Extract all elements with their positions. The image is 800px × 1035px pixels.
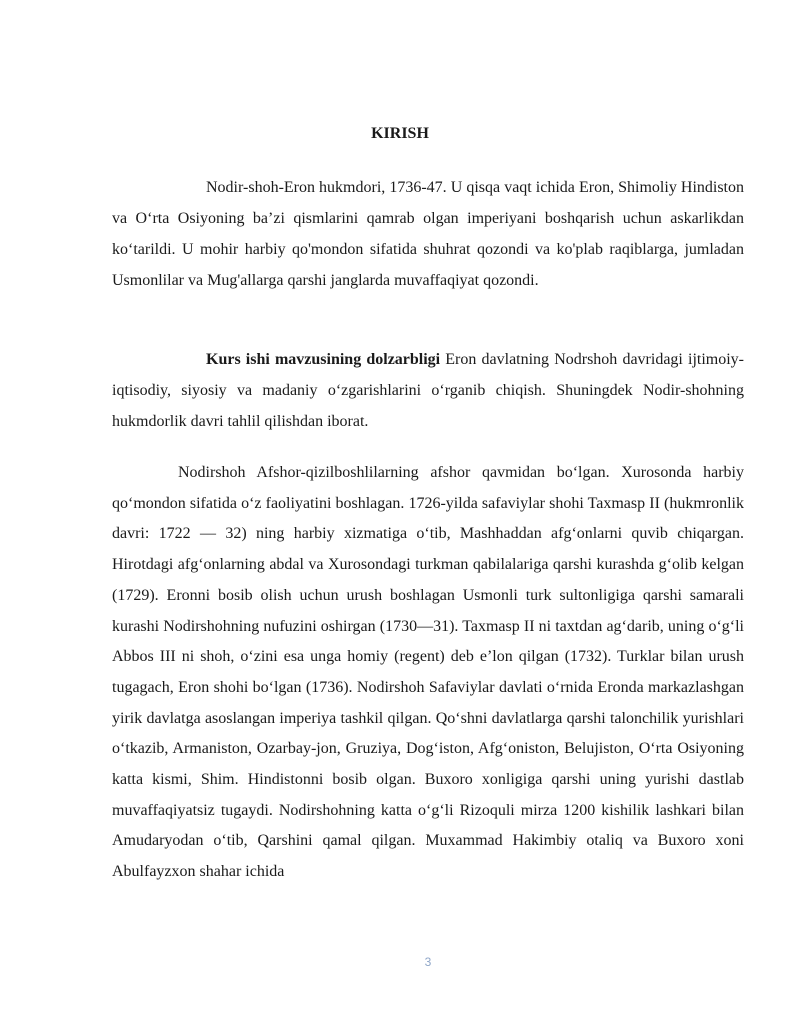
paragraph-history: Nodirshoh Afshor-qizilboshlilarning afshor qavmidan bo‘lgan. Xurosonda harbiy qo‘mondon sifatida o‘z faoliyatini boshlagan. 1726-yilda safaviylar shohi Taxmasp II (hukmronlik davri: 1722 — 32) ning harbiy xizmatiga o‘tib, Mashhaddan afg‘onlarni quvib chiqargan. Hirotdagi afg‘onlarning abdal va Xurosondagi turkman qabilalariga qarshi kurashda g‘olib kelgan (1729). Eronni bosib olish uchun urush boshlagan Usmonli turk sultonligiga qarshi samarali kurashi Nodirshohning nufuzini oshirgan (1730—31). Taxmasp II ni taxtdan ag‘darib, uning o‘g‘li Abbos III ni shoh, o‘zini esa unga homiy (regent) deb e’lon qilgan (1732). Turklar bilan urush tugagach, Eron shohi bo‘lgan (1736). Nodirshoh Safaviylar davlati o‘rnida Eronda markazlashgan yirik davlatga asoslangan imperiya tashkil qilgan. Qo‘shni davlatlarga qarshi talonchilik yurishlari o‘tkazib, Armaniston, Ozarbay-jon, Gruziya, Dog‘iston, Afg‘oniston, Belujiston, O‘rta Osiyoning katta kismi, Shim. Hindistonni bosib olgan. Buxoro xonligiga qarshi uning yurishi dastlab muvaffaqiyatsiz tugaydi. Nodirshohning katta o‘g‘li Rizoquli mirza 1200 kishilik lashkari bilan Amudaryodan o‘tib, Qarshini qamal qilgan. Muxammad Hakimbiy otaliq va Buxoro xoni Abulfayzxon shahar ichida bbox=[112, 464, 744, 881]
relevance-text: Eron davlatning Nodrshoh davridagi ijtimoiy-iqtisodiy, siyosiy va madaniy o‘zgarishlarini o‘rganib chiqish. Shuningdek Nodir-shohning hukmdorlik davri tahlil qilishdan iborat. bbox=[112, 351, 745, 430]
paragraph-relevance bbox=[112, 345, 744, 438]
page-number: 3 bbox=[424, 955, 432, 969]
relevance-heading: Kurs ishi mavzusining dolzarbligi bbox=[206, 351, 441, 368]
page-title: KIRISH bbox=[371, 125, 429, 142]
paragraph-intro: Nodir-shoh-Eron hukmdori, 1736-47. U qisqa vaqt ichida Eron, Shimoliy Hindiston va O‘rta Osiyoning ba’zi qismlarini qamrab olgan imperiyani boshqarish uchun askarlikdan ko‘tarildi. U mohir harbiy qo'mondon sifatida shuhrat qozondi va ko'plab raqiblarga, jumladan Usmonlilar va Mug'allarga qarshi janglarda muvaffaqiyat qozondi. bbox=[112, 179, 744, 289]
